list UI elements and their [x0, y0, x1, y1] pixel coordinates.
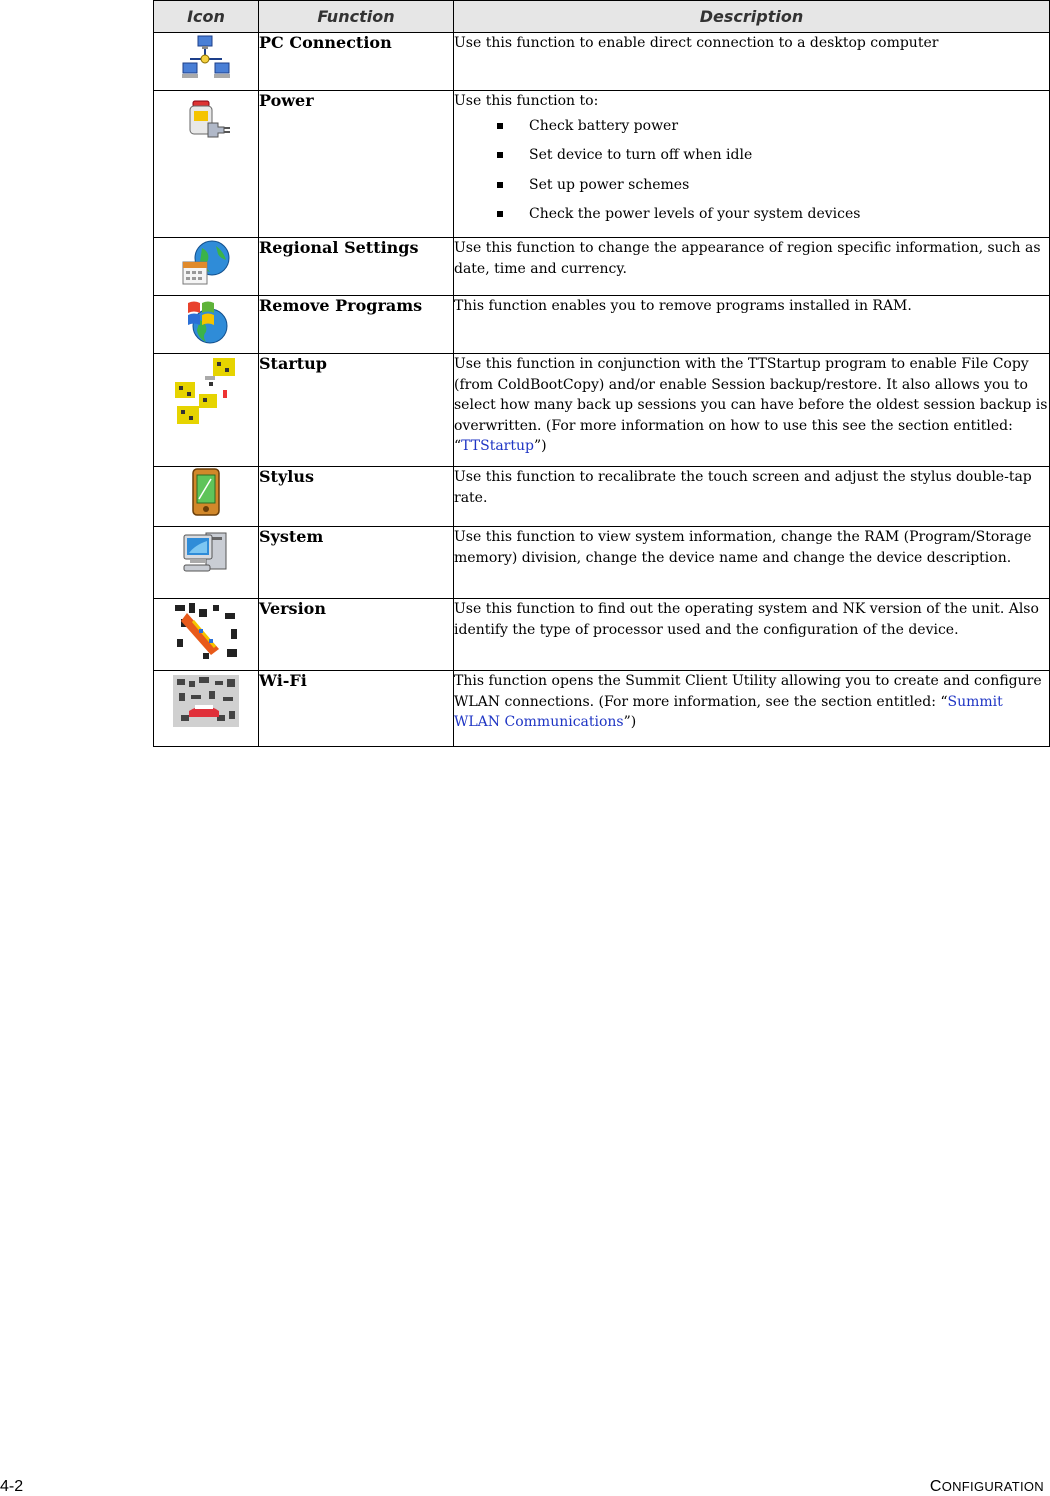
table-row	[154, 238, 1050, 296]
description-remove-programs: This function enables you to remove programs installed in RAM.	[454, 296, 1050, 354]
table-row: Wi-Fi This function opens the Summit Client Utility allowing you to create and configure WLAN connections. (For more information, see the section entitled: “Summit WLAN Communications”)	[154, 671, 1050, 747]
regional-settings-icon[interactable]	[180, 238, 232, 288]
function-wifi: Wi-Fi	[259, 671, 454, 747]
list-item: Check battery power	[454, 116, 1049, 146]
function-system: System	[259, 527, 454, 599]
wifi-icon[interactable]	[171, 671, 241, 731]
description-regional-settings: Use this function to change the appearance of region specific information, such as date, time and currency.	[454, 238, 1050, 296]
table-header-row	[154, 1, 1050, 33]
pc-connection-icon[interactable]	[180, 33, 232, 81]
description-wifi: This function opens the Summit Client Utility allowing you to create and configure WLAN connections. (For more information, see the section entitled: “	[454, 673, 1042, 710]
function-remove-programs: Remove Programs	[259, 296, 454, 354]
section-title: CONFIGURATION	[929, 1478, 1044, 1495]
description-power: Use this function to:	[454, 93, 599, 109]
table-row	[154, 527, 1050, 599]
function-version: Version	[259, 599, 454, 671]
header-description: Description	[454, 1, 1050, 33]
ttstartup-link[interactable]: TTStartup	[461, 438, 534, 454]
list-item: Check the power levels of your system devices	[454, 204, 1049, 226]
function-pc-connection: PC Connection	[259, 33, 454, 91]
description-system: Use this function to view system information, change the RAM (Program/Storage memory) division, change the device name and change the device description.	[454, 527, 1050, 599]
function-regional-settings: Regional Settings	[259, 238, 454, 296]
description-version: Use this function to find out the operating system and NK version of the unit. Also identify the type of processor used and the configuration of the device.	[454, 599, 1050, 671]
list-item: Set device to turn off when idle	[454, 145, 1049, 175]
system-icon[interactable]	[180, 527, 232, 577]
summit-wlan-link[interactable]: Summit WLAN Communications	[454, 693, 1003, 730]
table-row	[154, 599, 1050, 671]
function-stylus: Stylus	[259, 467, 454, 527]
description-stylus: Use this function to recalibrate the touch screen and adjust the stylus double-tap rate.	[454, 467, 1050, 527]
version-icon[interactable]	[169, 599, 243, 665]
description-startup: Use this function in conjunction with the TTStartup program to enable File Copy (from ColdBootCopy) and/or enable Session backup/restore. It also allows you to select how many back up sessions you can have before the oldest session backup is overwritten. (For more information on how to use this see the section entitled: “	[454, 356, 1048, 454]
table-row	[154, 296, 1050, 354]
power-icon[interactable]	[180, 99, 232, 143]
power-bullet-list	[454, 116, 1049, 227]
remove-programs-icon[interactable]	[180, 296, 232, 346]
startup-icon[interactable]	[169, 354, 243, 428]
description-pc-connection: Use this function to enable direct connection to a desktop computer	[454, 33, 1050, 91]
table-row	[154, 467, 1050, 527]
function-power: Power	[259, 91, 454, 238]
list-item: Set up power schemes	[454, 175, 1049, 205]
configuration-table	[153, 0, 1050, 747]
function-startup: Startup	[259, 354, 454, 467]
header-function: Function	[259, 1, 454, 33]
table-row	[154, 91, 1050, 238]
page-number: 4-2	[0, 1478, 24, 1495]
header-icon: Icon	[154, 1, 259, 33]
stylus-icon[interactable]	[189, 467, 223, 517]
table-row	[154, 33, 1050, 91]
table-row: Startup Use this function in conjunction with the TTStartup program to enable File Copy (from ColdBootCopy) and/or enable Session backup/restore. It also allows you to select how many back up sessions you can have before the oldest session backup is overwritten. (For more information on how to use this see the section entitled: “TTStartup”)	[154, 354, 1050, 467]
